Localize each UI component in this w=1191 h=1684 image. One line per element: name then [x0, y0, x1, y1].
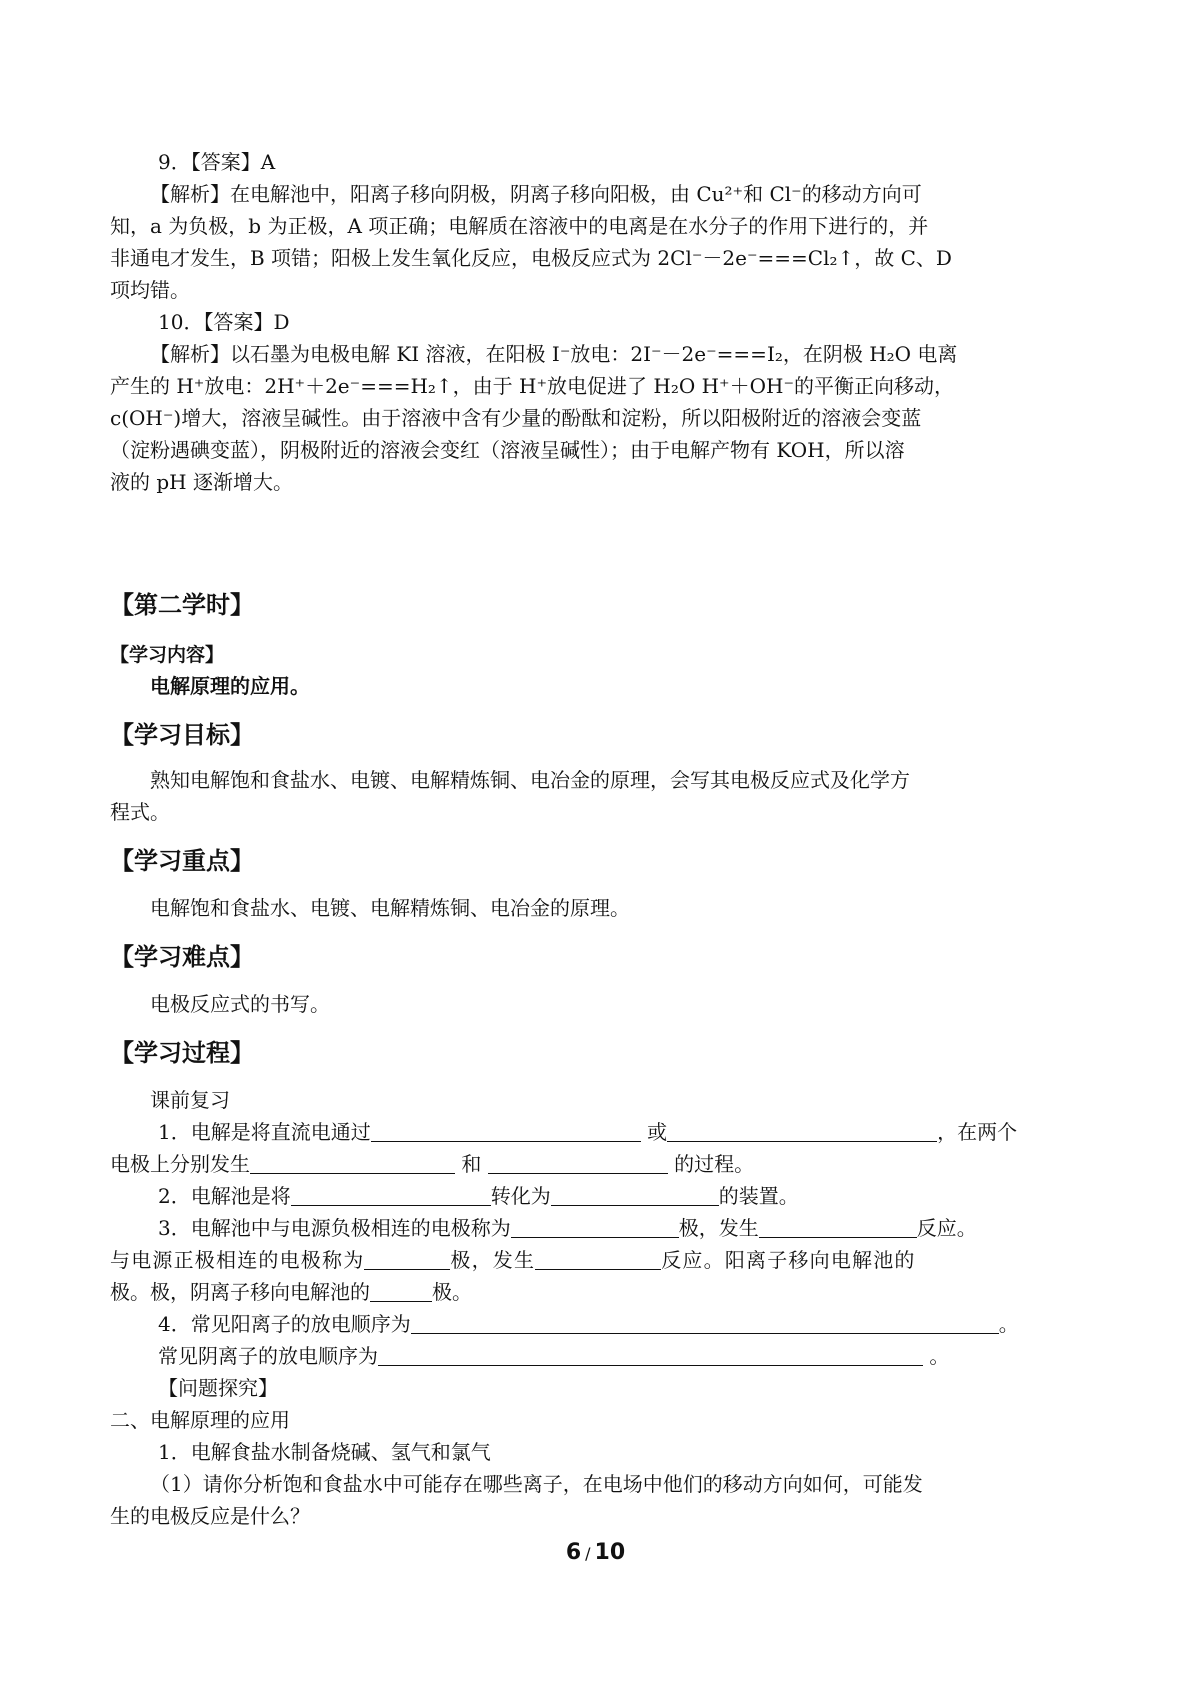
page-current: 6 [565, 1540, 582, 1565]
q3-blank-4[interactable] [535, 1247, 661, 1270]
q4-text-b: 。 [998, 1312, 1019, 1336]
q1-blank-3[interactable] [250, 1151, 455, 1174]
q2-text-c: 的装置。 [718, 1184, 799, 1208]
difficulty-text: 电极反应式的书写。 [150, 992, 330, 1016]
review-q3-line-2 [110, 1244, 916, 1276]
q4-text-c: 常见阴离子的放电顺序为 [158, 1344, 378, 1368]
goal-line-1: 熟知电解饱和食盐水、电镀、电解精炼铜、电冶金的原理，会写其电极反应式及化学方 [150, 768, 910, 792]
review-title: 课前复习 [150, 1088, 230, 1112]
q1-text-b: 或 [647, 1120, 668, 1144]
q3-text-g: 极，阴离子移向电解池的 [150, 1280, 370, 1304]
q4-blank-2[interactable] [378, 1343, 923, 1366]
item-1-sub-line-2: 生的电极反应是什么？ [110, 1504, 310, 1528]
q3-text-b: 极，发生 [678, 1216, 759, 1240]
q1-text-e: 和 [461, 1152, 482, 1176]
q3-blank-2[interactable] [759, 1215, 917, 1238]
q4-text-a: 4．常见阳离子的放电顺序为 [158, 1312, 411, 1336]
q3-blank-1[interactable] [511, 1215, 679, 1238]
q10-answer: 10．【答案】D [158, 310, 290, 334]
q3-text-f: 反应。阳离子移向电解池的 [661, 1248, 916, 1272]
q9-analysis-line-2: 知，a 为负极，b 为正极，A 项正确；电解质在溶液中的电离是在水分子的作用下进行的，并 [110, 214, 929, 238]
q10-analysis-line-5: 液的 pH 逐渐增大。 [110, 470, 293, 494]
q1-blank-2[interactable] [667, 1119, 937, 1142]
section-2-title: 二、电解原理的应用 [110, 1408, 290, 1432]
q1-text-d: 电极上分别发生 [110, 1152, 250, 1176]
review-q3-line-3 [110, 1276, 472, 1308]
content-heading: 【学习内容】 [110, 644, 225, 666]
q1-text-f: 的过程。 [674, 1152, 755, 1176]
review-q1-line-2 [110, 1148, 754, 1180]
q3-text-e: 极，发生 [450, 1248, 536, 1272]
q1-blank-1[interactable] [371, 1119, 641, 1142]
page-separator: / [585, 1544, 591, 1563]
q9-analysis-line-4: 项均错。 [110, 278, 190, 302]
q3-text-d: 与电源正极相连的电极称为 [110, 1248, 365, 1272]
q4-text-d: 。 [929, 1344, 950, 1368]
q2-text-a: 2．电解池是将 [158, 1184, 291, 1208]
item-1-sub-line-1: （1）请你分析饱和食盐水中可能存在哪些离子，在电场中他们的移动方向如何，可能发 [150, 1472, 923, 1496]
q3-text-h1: 极。 [110, 1280, 150, 1304]
difficulty-heading: 【学习难点】 [110, 943, 254, 971]
review-q4-line-1 [158, 1308, 1019, 1340]
q2-text-b: 转化为 [490, 1184, 551, 1208]
q4-blank-1[interactable] [411, 1311, 999, 1334]
q9-analysis-line-1: 【解析】在电解池中，阳离子移向阴极，阴离子移向阳极，由 Cu²⁺和 Cl⁻的移动方向可 [150, 182, 922, 206]
q3-text-a: 3．电解池中与电源负极相连的电极称为 [158, 1216, 511, 1240]
section-title: 【第二学时】 [110, 591, 254, 619]
review-q2 [158, 1180, 799, 1212]
q1-text-c: ，在两个 [937, 1120, 1018, 1144]
q10-analysis-line-1: 【解析】以石墨为电极电解 KI 溶液，在阳极 I⁻放电：2I⁻－2e⁻===I₂，在阴极 H₂O 电离 [150, 342, 958, 366]
content-text: 电解原理的应用。 [150, 674, 310, 698]
q3-blank-5[interactable] [370, 1279, 432, 1302]
q3-blank-3[interactable] [364, 1247, 450, 1270]
q3-text-c: 反应。 [916, 1216, 977, 1240]
explore-heading: 【问题探究】 [158, 1376, 278, 1400]
item-1: 1．电解食盐水制备烧碱、氢气和氯气 [158, 1440, 491, 1464]
q1-blank-4[interactable] [488, 1151, 668, 1174]
q3-text-h2: 极。 [432, 1280, 472, 1304]
page-number [0, 1540, 1191, 1565]
q2-blank-1[interactable] [291, 1183, 491, 1206]
review-q3-line-1 [158, 1212, 977, 1244]
goal-line-2: 程式。 [110, 800, 170, 824]
goal-heading: 【学习目标】 [110, 721, 254, 749]
q10-analysis-line-4: （淀粉遇碘变蓝），阴极附近的溶液会变红（溶液呈碱性）；由于电解产物有 KOH，所以溶 [110, 438, 905, 462]
page-total: 10 [594, 1540, 626, 1565]
key-heading: 【学习重点】 [110, 847, 254, 875]
key-text: 电解饱和食盐水、电镀、电解精炼铜、电冶金的原理。 [150, 896, 630, 920]
q10-analysis-line-2: 产生的 H⁺放电：2H⁺＋2e⁻===H₂↑，由于 H⁺放电促进了 H₂O H⁺＋OH⁻的平衡正向移动， [110, 374, 955, 398]
q10-analysis-line-3: c(OH⁻)增大，溶液呈碱性。由于溶液中含有少量的酚酞和淀粉，所以阳极附近的溶液会变蓝 [110, 406, 922, 430]
review-q1-line-1 [158, 1116, 1017, 1148]
process-heading: 【学习过程】 [110, 1039, 254, 1067]
q2-blank-2[interactable] [551, 1183, 719, 1206]
q9-analysis-line-3: 非通电才发生，B 项错；阳极上发生氧化反应，电极反应式为 2Cl⁻－2e⁻===Cl₂↑，故 C、D [110, 246, 952, 270]
q9-answer: 9．【答案】A [158, 150, 276, 174]
review-q4-line-2 [158, 1340, 949, 1372]
q1-text-a: 1．电解是将直流电通过 [158, 1120, 371, 1144]
